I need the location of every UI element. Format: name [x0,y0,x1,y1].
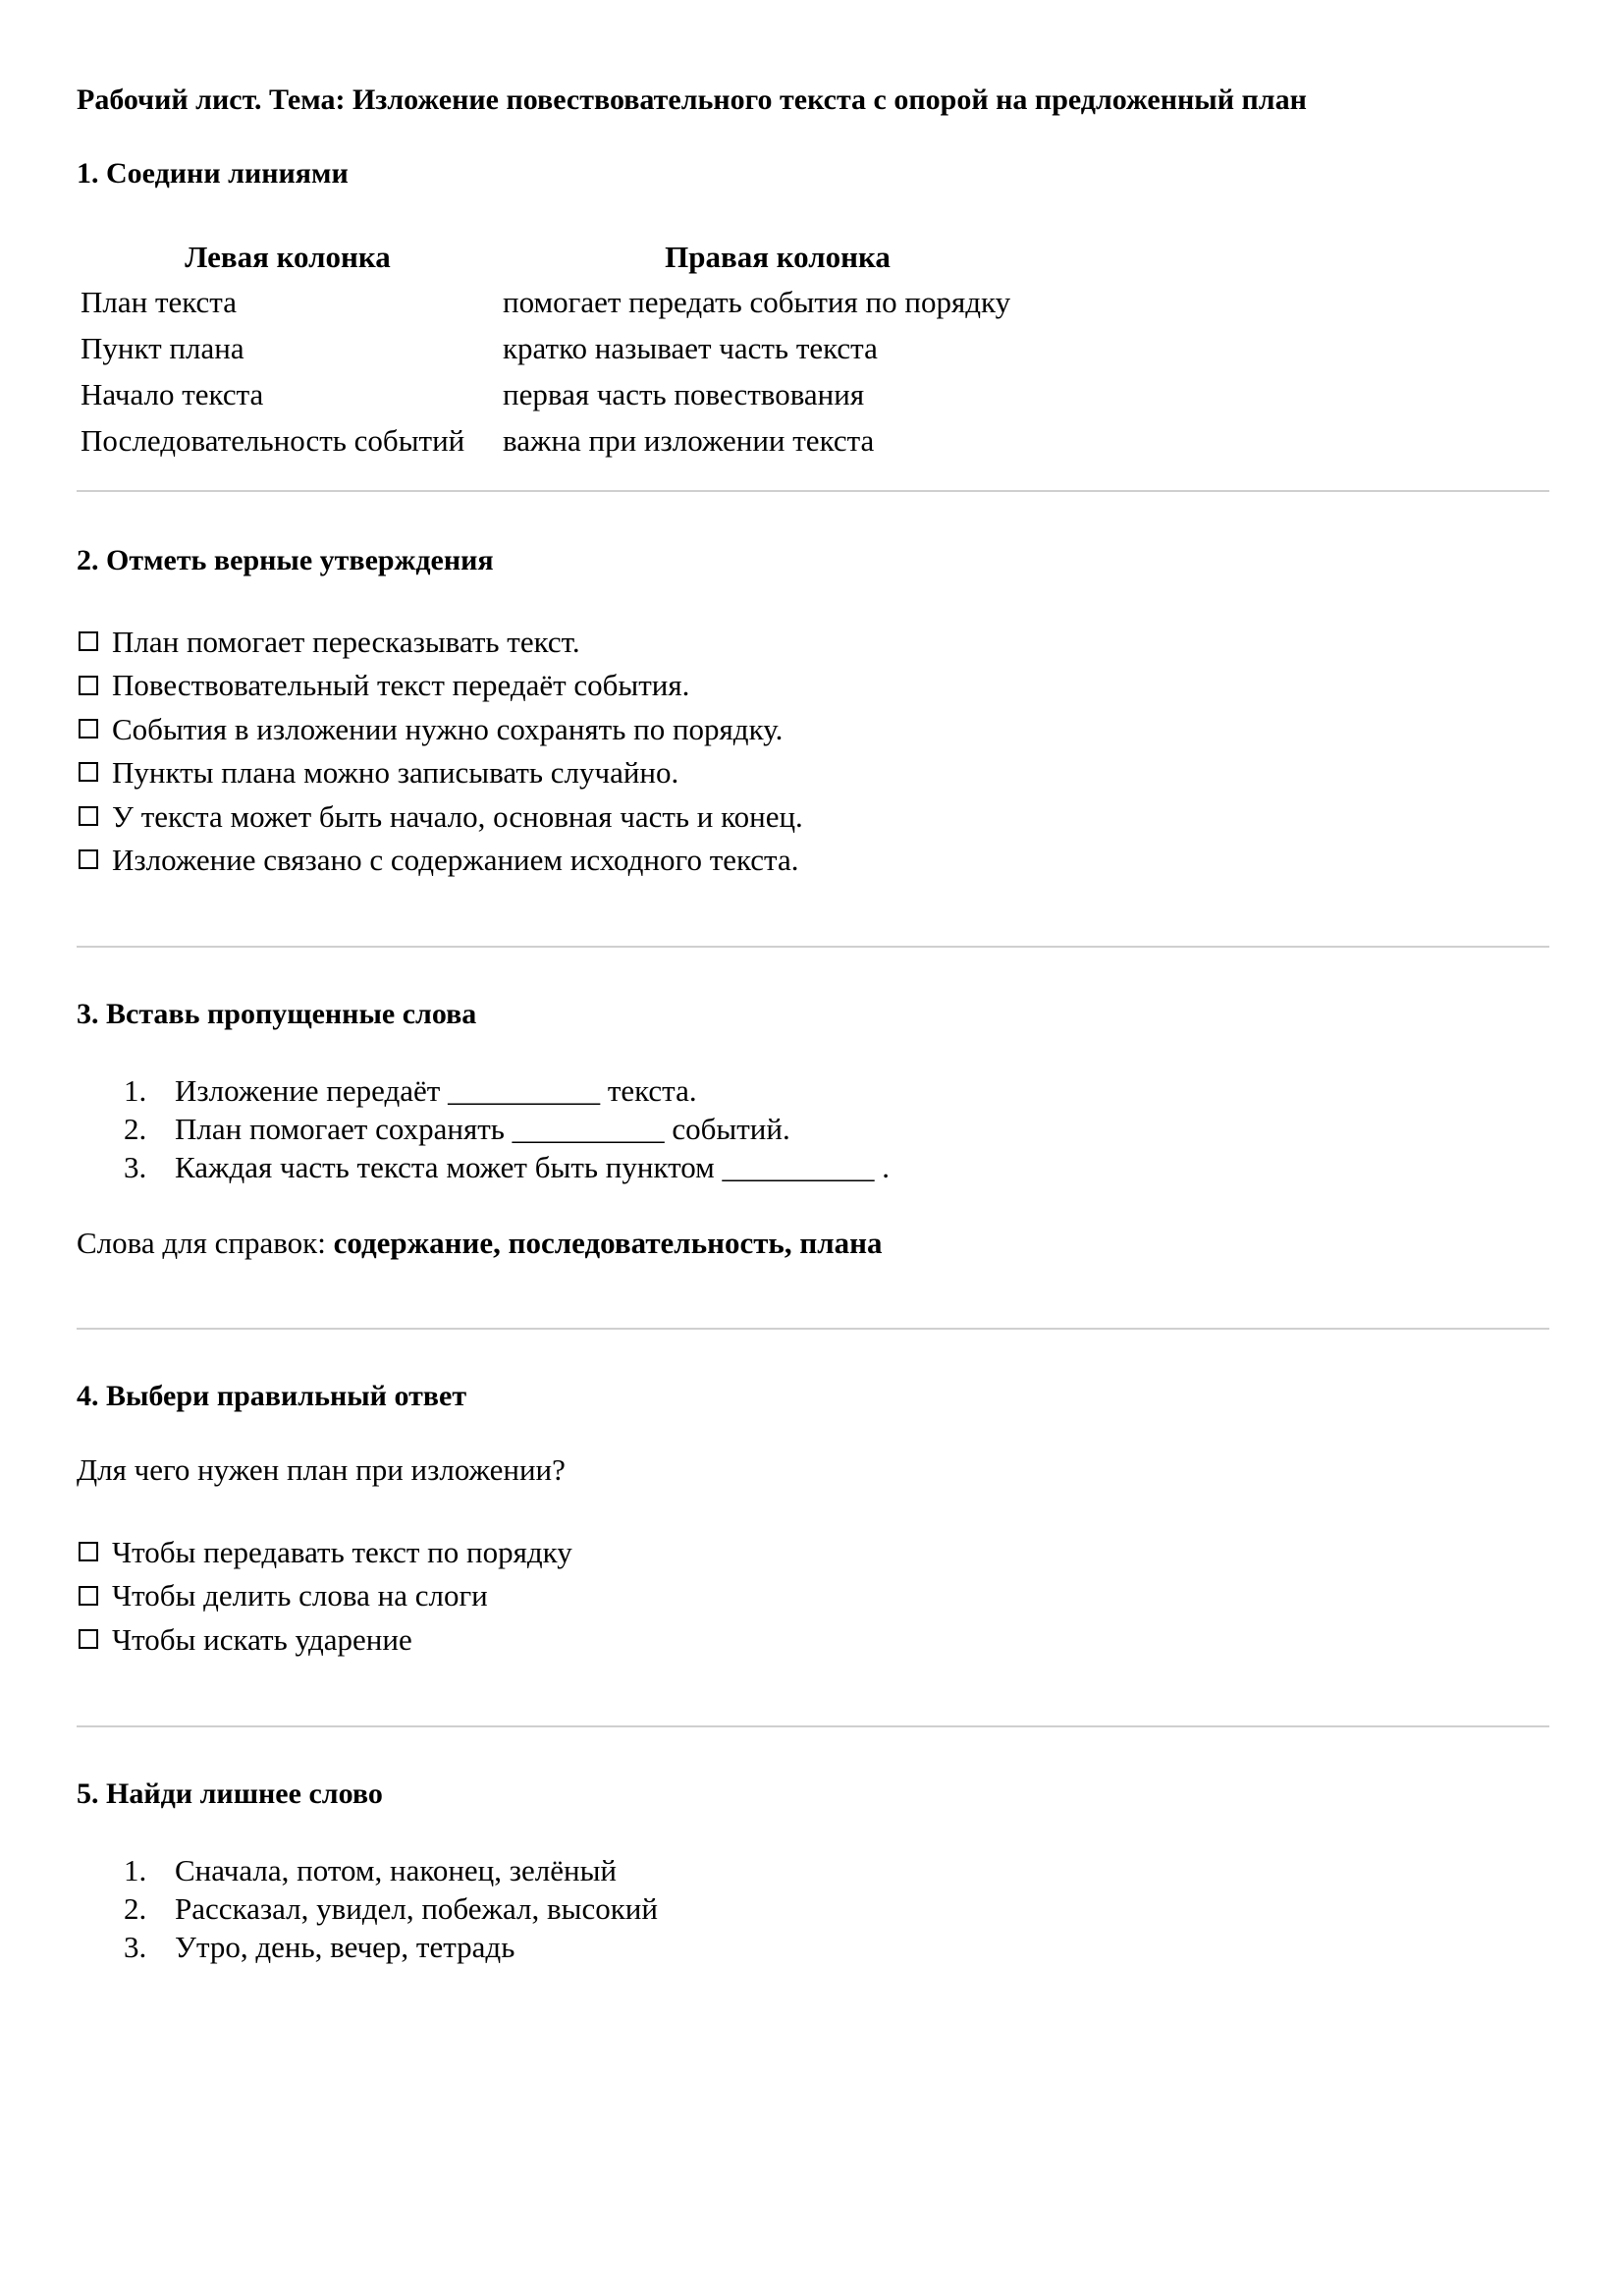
right-cell: помогает передать события по порядку [503,284,1011,319]
section-divider [77,490,1549,492]
left-cell: Начало текста [81,376,264,411]
table-row [77,325,1056,371]
answer-option-label: Чтобы делить слова на слоги [112,1578,488,1613]
checkbox-icon[interactable] [79,676,98,695]
section-4-heading: 4. Выбери правильный ответ [77,1380,467,1412]
checkbox-icon[interactable] [79,849,98,869]
checkbox-icon[interactable] [79,762,98,782]
table-row [77,371,1056,417]
reference-words-label: Слова для справок: [77,1226,334,1260]
answer-option[interactable] [79,1574,572,1617]
checklist-item-label: Пункты плана можно записывать случайно. [112,755,679,791]
statements-checklist [79,621,803,882]
checkbox-icon[interactable] [79,806,98,826]
left-cell: Последовательность событий [81,422,465,458]
checklist-item[interactable] [79,621,803,664]
checklist-item-label: План помогает пересказывать текст. [112,625,580,659]
checklist-item[interactable] [79,664,803,707]
answer-options [79,1531,572,1662]
right-cell: кратко называет часть текста [503,330,878,365]
checklist-item[interactable] [79,751,803,794]
table-row [77,417,1056,464]
word-group: Рассказал, увидел, побежал, высокий [175,1891,658,1926]
list-number: 2. [124,1112,147,1146]
left-column-header: Левая колонка [185,240,391,274]
right-cell: важна при изложении текста [503,422,875,458]
list-number: 3. [124,1150,147,1184]
reference-words-list: содержание, последовательность, плана [333,1226,883,1260]
checklist-item-label: Изложение связано с содержанием исходного текста. [112,842,799,877]
section-2-heading: 2. Отметь верные утверждения [77,544,494,576]
reference-words [77,1224,882,1263]
answer-option-label: Чтобы искать ударение [112,1621,412,1657]
fill-in-sentence[interactable]: Каждая часть текста может быть пунктом __________ . [175,1150,891,1184]
table-row [77,279,1056,325]
checklist-item[interactable] [79,708,803,751]
left-cell: План текста [81,284,237,319]
section-divider [77,1328,1549,1330]
section-divider [77,1725,1549,1727]
answer-option[interactable] [79,1531,572,1574]
answer-option-label: Чтобы передавать текст по порядку [112,1535,572,1569]
list-number: 2. [124,1891,147,1926]
list-number: 3. [124,1930,147,1964]
checkbox-icon[interactable] [79,1629,98,1649]
fill-in-sentence[interactable]: План помогает сохранять __________ событий. [175,1112,790,1146]
checkbox-icon[interactable] [79,1542,98,1561]
right-cell: первая часть повествования [503,376,865,411]
checkbox-icon[interactable] [79,631,98,651]
list-number: 1. [124,1073,147,1108]
checkbox-icon[interactable] [79,1586,98,1606]
section-1-heading: 1. Соедини линиями [77,157,349,190]
checklist-item-label: Повествовательный текст передаёт события. [112,668,690,703]
section-3-heading: 3. Вставь пропущенные слова [77,998,477,1030]
question-text: Для чего нужен план при изложении? [77,1452,566,1487]
page-title: Рабочий лист. Тема: Изложение повествовательного текста с опорой на предложенный план [77,83,1307,116]
word-group: Сначала, потом, наконец, зелёный [175,1853,617,1887]
section-5-heading: 5. Найди лишнее слово [77,1777,383,1810]
checkbox-icon[interactable] [79,719,98,738]
list-number: 1. [124,1853,147,1887]
word-group: Утро, день, вечер, тетрадь [175,1930,515,1964]
matching-table [77,236,1056,464]
right-column-header: Правая колонка [665,240,891,274]
answer-option[interactable] [79,1618,572,1662]
left-cell: Пункт плана [81,330,244,365]
section-divider [77,946,1549,948]
checklist-item-label: События в изложении нужно сохранять по порядку. [112,711,784,746]
checklist-item[interactable] [79,839,803,882]
checklist-item[interactable] [79,795,803,839]
checklist-item-label: У текста может быть начало, основная часть и конец. [112,798,803,834]
fill-in-sentence[interactable]: Изложение передаёт __________ текста. [175,1073,697,1108]
